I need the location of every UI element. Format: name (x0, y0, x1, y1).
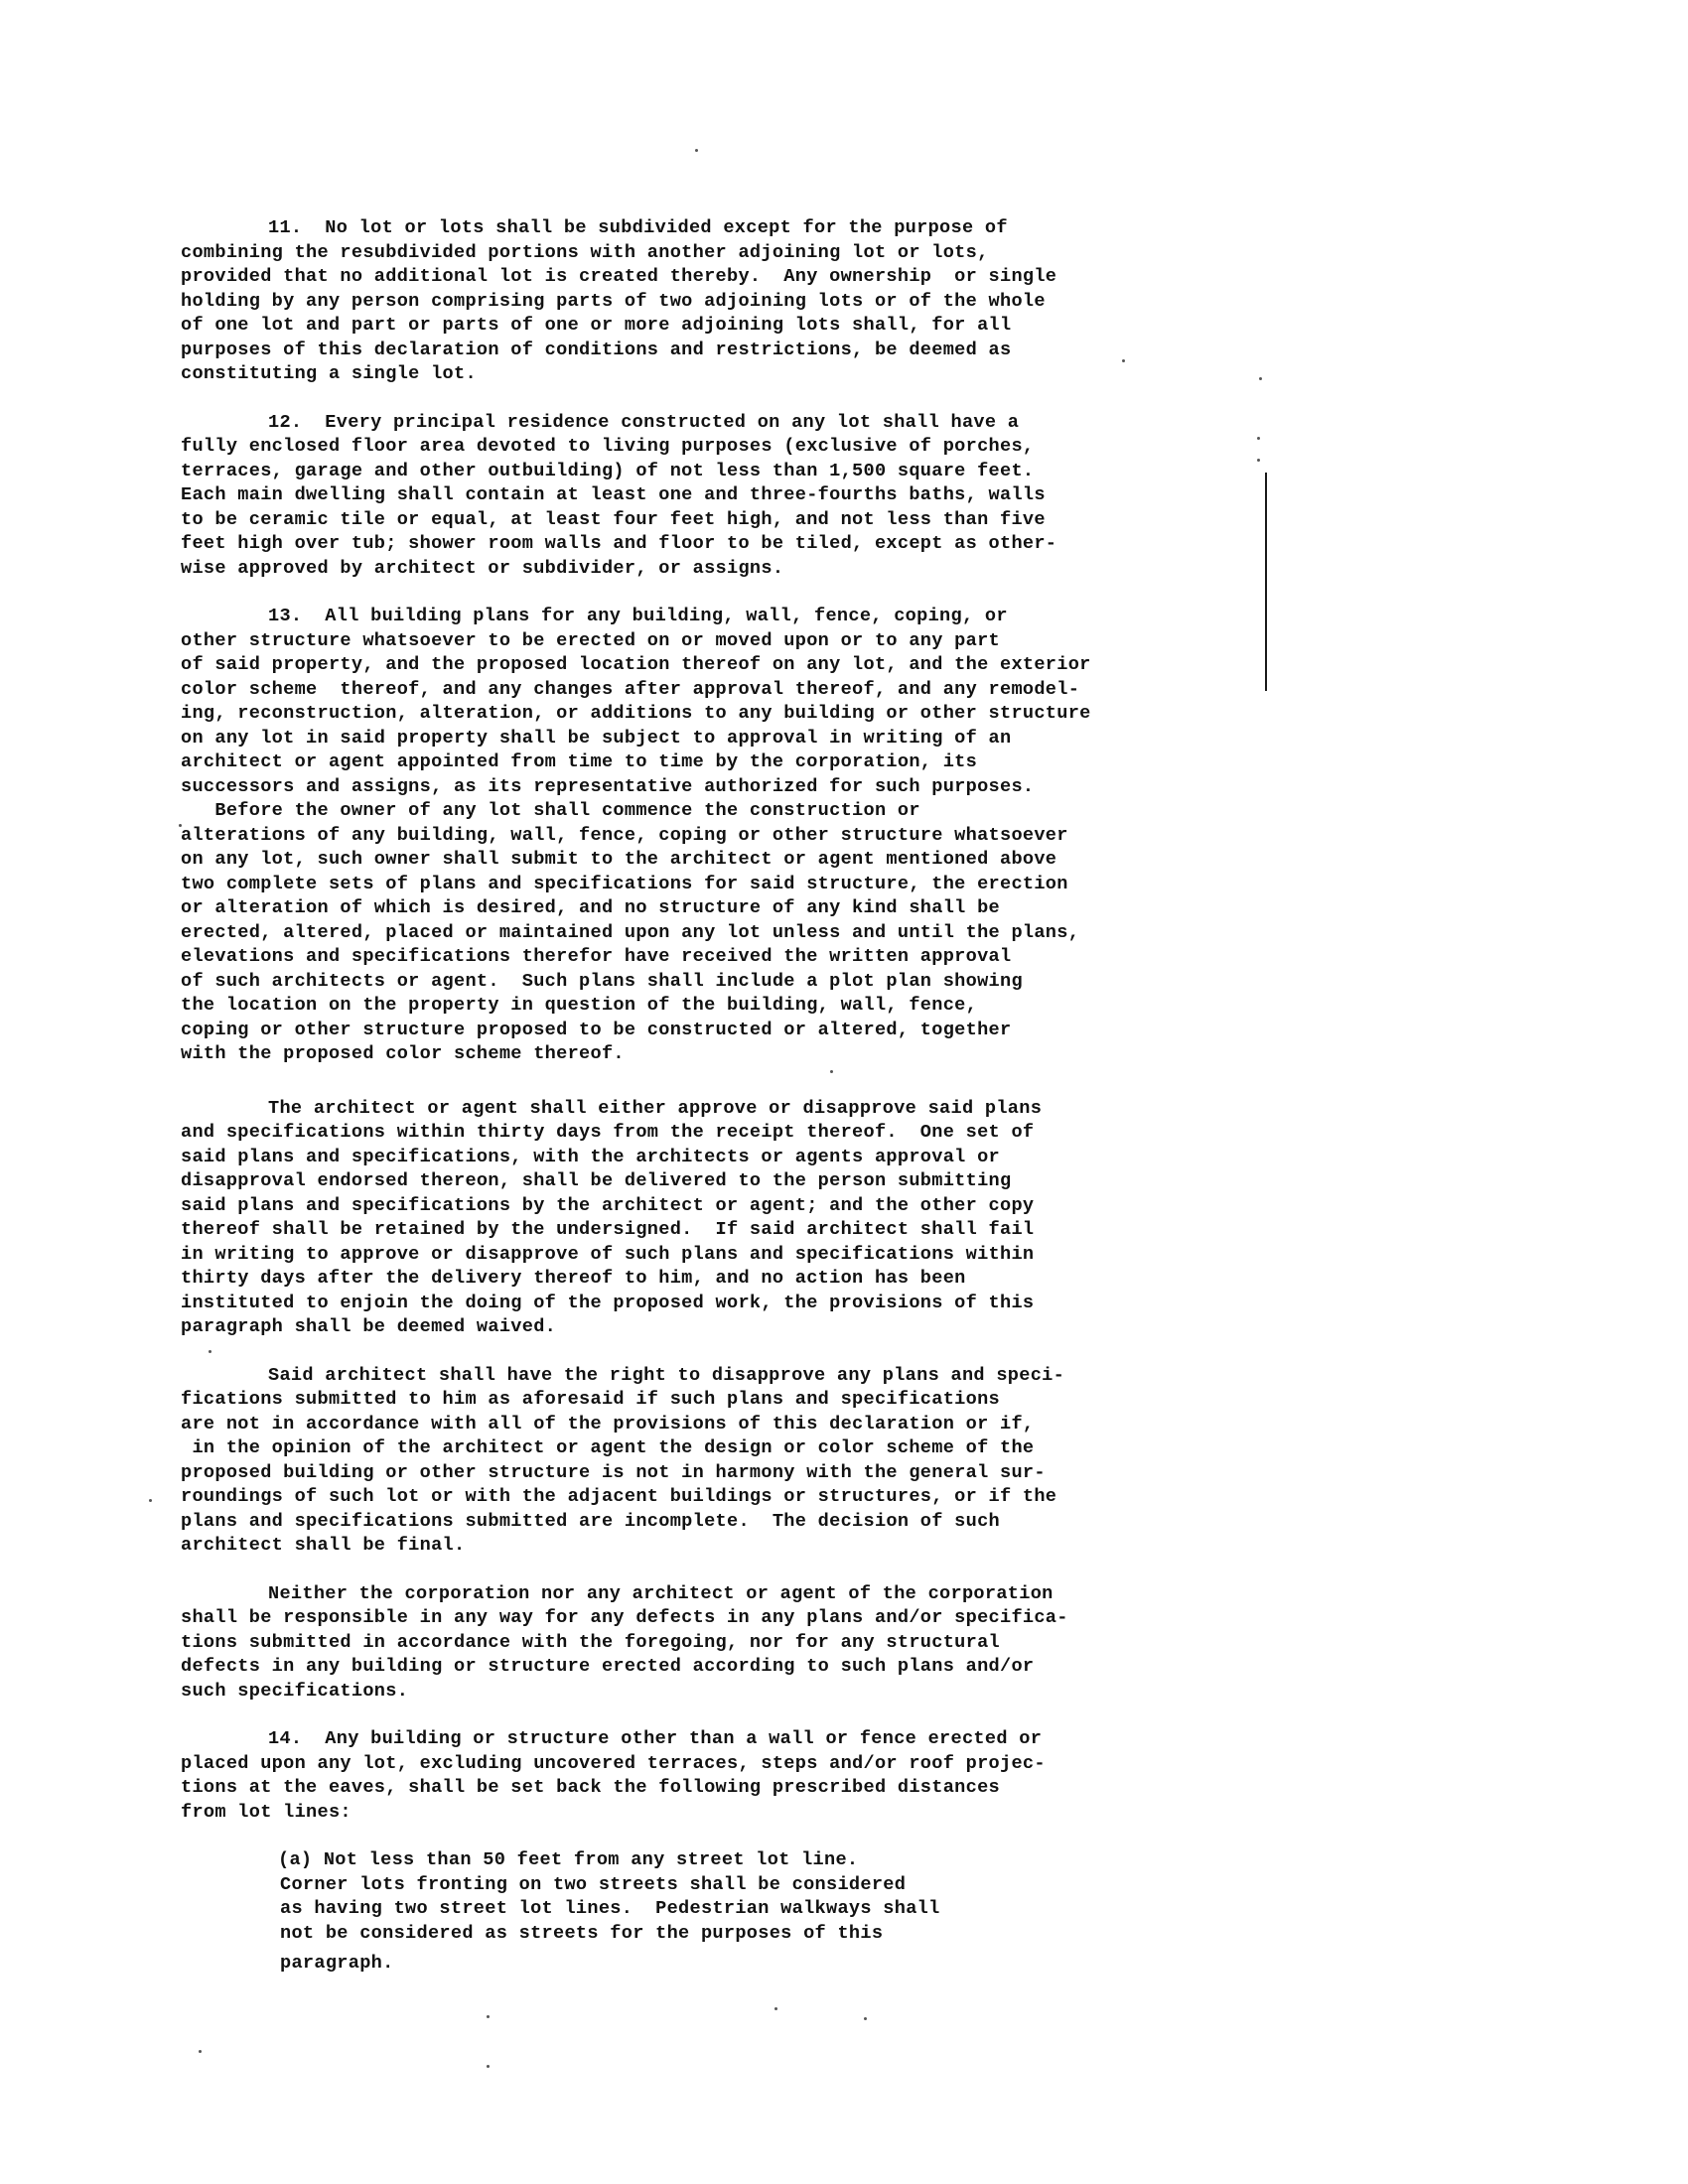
text-line: combining the resubdivided portions with another adjoining lot or lots, (181, 241, 989, 263)
scan-speck (864, 2017, 867, 2020)
paragraph-13-approval (181, 1097, 1174, 1340)
text-line: the location on the property in question of the building, wall, fence, (181, 995, 978, 1016)
text-line: roundings of such lot or with the adjacent buildings or structures, or if the (181, 1486, 1057, 1507)
paragraph-14-a (181, 1848, 1174, 1977)
text-line: of such architects or agent. Such plans shall include a plot plan showing (181, 970, 1023, 992)
text-line: said plans and specifications by the architect or agent; and the other copy (181, 1194, 1035, 1216)
text-line: thereof shall be retained by the undersigned. If said architect shall fail (181, 1219, 1035, 1240)
text-line: paragraph. (280, 1953, 394, 1974)
text-line: alterations of any building, wall, fence, coping or other structure whatsoever (181, 824, 1068, 846)
text-line: as having two street lot lines. Pedestrian walkways shall (280, 1898, 940, 1919)
text-line: fications submitted to him as aforesaid if such plans and specifications (181, 1389, 1000, 1410)
scan-speck (1259, 377, 1262, 380)
text-line: Said architect shall have the right to disapprove any plans and speci- (268, 1364, 1065, 1386)
text-line: on any lot in said property shall be subject to approval in writing of an (181, 727, 1012, 749)
scan-speck (199, 2050, 202, 2053)
text-line: color scheme thereof, and any changes after approval thereof, and any remodel- (181, 678, 1080, 700)
paragraph-13-liability (181, 1582, 1174, 1705)
text-line: architect shall be final. (181, 1535, 466, 1556)
text-line: with the proposed color scheme thereof. (181, 1043, 625, 1064)
text-line: 12. Every principal residence constructed on any lot shall have a (268, 411, 1020, 433)
text-line: in the opinion of the architect or agent the design or color scheme of the (181, 1437, 1035, 1458)
text-line: elevations and specifications therefor have received the written approval (181, 946, 1012, 967)
text-line: and specifications within thirty days from the receipt thereof. One set of (181, 1122, 1035, 1143)
text-line: shall be responsible in any way for any defects in any plans and/or specifica- (181, 1607, 1068, 1628)
text-line: on any lot, such owner shall submit to the architect or agent mentioned above (181, 849, 1057, 870)
scan-speck (487, 2065, 490, 2068)
scan-speck (149, 1499, 152, 1502)
text-line: coping or other structure proposed to be constructed or altered, together (181, 1019, 1012, 1040)
text-line: to be ceramic tile or equal, at least four feet high, and not less than five (181, 508, 1046, 530)
text-line: architect or agent appointed from time to time by the corporation, its (181, 751, 978, 772)
text-line: other structure whatsoever to be erected on or moved upon or to any part (181, 629, 1000, 651)
text-line: purposes of this declaration of conditions and restrictions, be deemed as (181, 339, 1012, 360)
scan-speck (774, 2007, 777, 2010)
text-line: not be considered as streets for the purposes of this (280, 1922, 884, 1944)
scan-speck (695, 149, 698, 152)
text-line: holding by any person comprising parts of two adjoining lots or of the whole (181, 290, 1046, 312)
paragraph-13-disapproval (181, 1364, 1174, 1559)
text-line: Each main dwelling shall contain at least one and three-fourths baths, walls (181, 484, 1046, 505)
text-line: or alteration of which is desired, and no structure of any kind shall be (181, 897, 1000, 918)
text-line: wise approved by architect or subdivider, or assigns. (181, 557, 784, 579)
text-line: disapproval endorsed thereon, shall be delivered to the person submitting (181, 1170, 1012, 1191)
text-line: erected, altered, placed or maintained upon any lot unless and until the plans, (181, 921, 1080, 943)
text-line: (a) Not less than 50 feet from any street lot line. (278, 1849, 859, 1870)
text-line: thirty days after the delivery thereof to him, and no action has been (181, 1268, 966, 1289)
margin-revision-bar (1265, 473, 1267, 691)
text-line: of said property, and the proposed location thereof on any lot, and the exterior (181, 654, 1091, 675)
scan-speck (1257, 437, 1260, 440)
text-line: plans and specifications submitted are incomplete. The decision of such (181, 1510, 1000, 1532)
text-line: constituting a single lot. (181, 363, 477, 384)
text-line: placed upon any lot, excluding uncovered terraces, steps and/or roof projec- (181, 1752, 1046, 1774)
paragraph-11 (181, 216, 1174, 387)
text-line: of one lot and part or parts of one or more adjoining lots shall, for all (181, 315, 1012, 336)
text-line: feet high over tub; shower room walls and floor to be tiled, except as other- (181, 533, 1057, 554)
text-line: 11. No lot or lots shall be subdivided except for the purpose of (268, 217, 1008, 238)
document-body (181, 216, 1174, 1977)
text-line: Before the owner of any lot shall commence the construction or (181, 800, 920, 821)
text-line: 13. All building plans for any building, wall, fence, coping, or (268, 606, 1008, 626)
scan-speck (1257, 459, 1260, 462)
text-line: Neither the corporation nor any architect or agent of the corporation (268, 1582, 1054, 1604)
text-line: tions at the eaves, shall be set back the following prescribed distances (181, 1777, 1000, 1798)
text-line: Corner lots fronting on two streets shall be considered (280, 1873, 907, 1895)
text-line: two complete sets of plans and specifications for said structure, the erection (181, 873, 1068, 894)
text-line: 14. Any building or structure other than a wall or fence erected or (268, 1728, 1043, 1749)
paragraph-14 (181, 1727, 1174, 1825)
text-line: proposed building or other structure is not in harmony with the general sur- (181, 1461, 1046, 1483)
text-line: paragraph shall be deemed waived. (181, 1316, 557, 1337)
text-line: fully enclosed floor area devoted to living purposes (exclusive of porches, (181, 436, 1035, 457)
text-line: ing, reconstruction, alteration, or additions to any building or other structure (181, 703, 1091, 724)
text-line: said plans and specifications, with the architects or agents approval or (181, 1146, 1000, 1167)
paragraph-12 (181, 411, 1174, 582)
text-line: The architect or agent shall either approve or disapprove said plans (268, 1097, 1043, 1119)
text-line: successors and assigns, as its representative authorized for such purposes. (181, 775, 1035, 797)
text-line: defects in any building or structure erected according to such plans and/or (181, 1656, 1035, 1677)
scan-speck (487, 2015, 490, 2018)
text-line: terraces, garage and other outbuilding) of not less than 1,500 square feet. (181, 460, 1035, 481)
text-line: tions submitted in accordance with the foregoing, nor for any structural (181, 1631, 1000, 1653)
text-line: such specifications. (181, 1680, 409, 1702)
paragraph-13 (181, 605, 1174, 1067)
text-line: are not in accordance with all of the provisions of this declaration or if, (181, 1413, 1035, 1434)
text-line: provided that no additional lot is created thereby. Any ownership or single (181, 266, 1057, 287)
text-line: instituted to enjoin the doing of the proposed work, the provisions of this (181, 1292, 1035, 1313)
text-line: in writing to approve or disapprove of such plans and specifications within (181, 1243, 1035, 1265)
text-line: from lot lines: (181, 1801, 352, 1823)
